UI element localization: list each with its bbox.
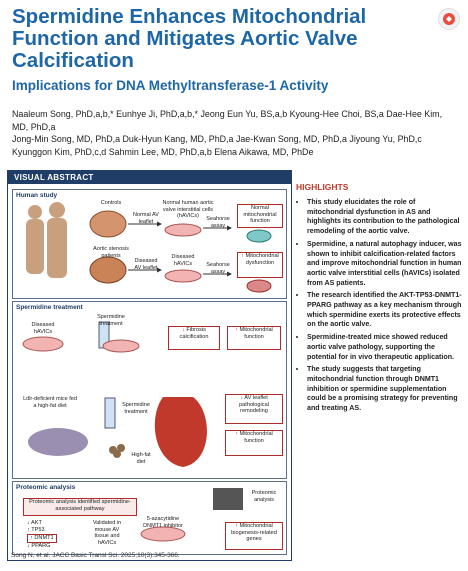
author-line-2: Jong-Min Song, MD, PhD,a Duk-Hyun Kang, MD, PhD,a Jae-Kwan Song, MD, PhD,a Jiyoung Yu, PhD,c: [12, 134, 422, 144]
spermidine-label: Spermidine treatment: [16, 304, 83, 311]
normal-leaflet-icon: [90, 211, 126, 237]
av-leaflet-box: [225, 394, 283, 424]
highlight-item: • Spermidine-treated mice showed reduced aortic valve pathology, supporting the potential for in vivo therapeutic application.: [307, 333, 462, 362]
author-line-3: Kyunggon Kim, PhD,c,d Sahmin Lee, MD, PhD,a,b Elena Aikawa, MD, PhDe: [12, 146, 314, 157]
tube-icon: [105, 398, 115, 428]
mitochondria-icon: [247, 230, 271, 242]
dnmt1-item: ↑ DNMT1: [27, 534, 57, 543]
high-fat-label: High-fat diet: [131, 452, 151, 465]
highlights-list: [296, 198, 462, 414]
mitochondria-icon: [247, 280, 271, 292]
diseased-leaflet-label: Diseased AV leaflet: [134, 258, 158, 271]
up-arrow-icon: ↑: [235, 523, 238, 529]
seahorse-label-2: Seahorse assay: [206, 262, 230, 275]
heart-icon: [155, 397, 207, 467]
mass-spec-icon: [213, 488, 243, 510]
human-study-label: Human study: [16, 192, 58, 199]
author-list: [12, 108, 458, 158]
controls-label: Controls: [100, 200, 122, 206]
pparg-item: ↓ PPARG: [27, 543, 51, 549]
highlight-item: • Spermidine, a natural autophagy inducer, was shown to inhibit calcification-related factors and improve mitochondrial function in human aortic valve interstitial cells (hAVICs) isolated from AS patients.: [307, 240, 462, 289]
spermidine-panel: [12, 301, 287, 479]
highlight-item: • The research identified the AKT-TP53-DNMT1-PPARG pathway as a key mechanism through which spermidine exerts its protective effects on the aortic valve.: [307, 291, 462, 330]
diseased-leaflet-icon: [90, 257, 126, 283]
down-arrow-icon: ↓: [182, 327, 185, 333]
mito-function-box-2: [225, 430, 283, 456]
petri-dish-icon: [23, 337, 63, 351]
genes-box: [225, 522, 283, 550]
article-title: Spermidine Enhances Mitochondrial Function and Mitigates Aortic Valve Calcification: [12, 5, 367, 72]
proteomic-panel: [12, 481, 287, 555]
diseased-havics-label: Diseased hAVICs: [31, 322, 55, 335]
fibrosis-box: [168, 326, 220, 350]
patients-label: Aortic stenosis patients: [93, 246, 129, 259]
petri-dish-icon: [141, 527, 185, 541]
highlights-title: HIGHLIGHTS: [296, 182, 349, 192]
visual-abstract-header: VISUAL ABSTRACT: [8, 171, 291, 184]
mito-function-text: Mitochondrial function: [239, 327, 273, 340]
article-subtitle: Implications for DNA Methyltransferase-1 Activity: [12, 78, 329, 93]
up-arrow-icon: ↑: [235, 431, 238, 437]
pathway-list: [27, 520, 57, 550]
normal-leaflet-label: Normal AV leaflet: [133, 212, 159, 225]
human-study-panel: [12, 189, 287, 299]
proteomic-label: Proteomic analysis: [16, 484, 76, 491]
akt-item: ↓ AKT: [27, 520, 42, 526]
spermidine-treatment-label-2: Spermidine treatment: [122, 402, 150, 415]
proteomic-analysis-label: Proteomic analysis: [251, 490, 277, 503]
inhibitor-label: 5-azacytidine DNMT1 inhibitor: [143, 516, 183, 529]
dysfunction-text: Mitochondrial dysfunction: [245, 253, 279, 266]
av-leaflet-text: AV leaflet pathological remodeling: [239, 395, 269, 414]
highlights-section: [296, 182, 462, 417]
fibrosis-text: Fibrosis calcification: [179, 327, 209, 340]
petri-dish-icon: [165, 224, 201, 236]
crossmark-icon[interactable]: [438, 8, 460, 30]
petri-dish-icon: [165, 270, 201, 282]
seahorse-label: Seahorse assay: [206, 216, 230, 229]
human-silhouette-icon: [26, 202, 67, 278]
mito-function-text-2: Mitochondrial function: [239, 431, 273, 444]
tp53-item: ↑ TP53: [27, 527, 45, 533]
highlight-item: • This study elucidates the role of mitochondrial dysfunction in AS and highlights its contribution to the pathological remodeling of the aortic valve.: [307, 198, 462, 237]
author-line-1: Naaleum Song, PhD,a,b,* Eunhye Ji, PhD,a,b,* Jeong Eun Yu, BS,a,b Kyoung-Hee Choi, BS,a Dae-Hee Kim, MD, PhD,a: [12, 109, 443, 132]
up-arrow-icon: ↑: [235, 327, 238, 333]
high-fat-diet-icon: [109, 444, 125, 458]
normal-cells-label: Normal human aortic valve interstitial cells (hAVICs): [162, 200, 214, 219]
up-arrow-icon: ↑: [241, 253, 244, 259]
highlight-item: • The study suggests that targeting mitochondrial function through DNMT1 inhibition or spermidine supplementation could be a promising strategy for preventing and treating AS.: [307, 365, 462, 414]
pathway-box: Proteomic analysis identified spermidine-associated pathway: [23, 498, 137, 516]
mice-label: Ldlr-deficient mice fed a high-fat diet: [23, 396, 77, 409]
mouse-icon: [28, 428, 88, 456]
spermidine-treatment-label: Spermidine treatment: [97, 314, 125, 327]
down-arrow-icon: ↓: [240, 395, 243, 401]
validated-label: Validated in mouse AV tissue and hAVICs: [92, 520, 122, 546]
visual-abstract: [7, 170, 292, 561]
petri-dish-icon: [103, 340, 139, 352]
diseased-cells-label: Diseased hAVICs: [171, 254, 195, 267]
normal-mito-box: Normal mitochondrial function: [237, 204, 283, 228]
genes-text: Mitochondrial biogenesis-related genes: [231, 523, 277, 542]
mito-function-box: [227, 326, 281, 350]
dysfunction-box: [237, 252, 283, 278]
citation: Song N, et al. JACC Basic Transl Sci. 2025;10(3):345-366.: [11, 552, 180, 559]
